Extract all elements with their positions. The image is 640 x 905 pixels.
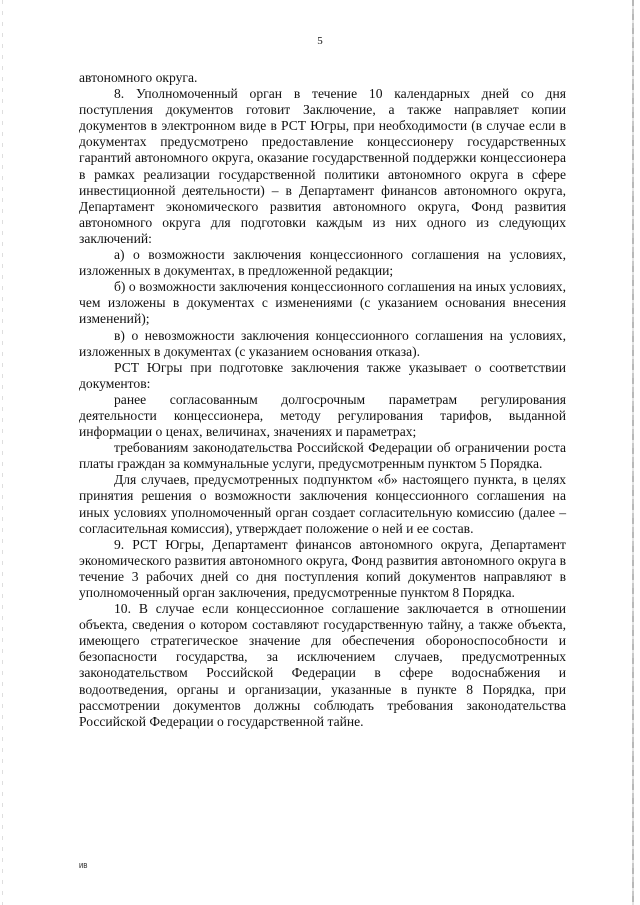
scan-left-edge xyxy=(2,0,3,905)
paragraph-continuation: автономного округа. xyxy=(79,70,198,85)
paragraph-subitem-b: б) о возможности заключения концессионного соглашения на иных условиях, чем изложены в документах с изменениями (с указанием основания внесения изменений); xyxy=(79,279,566,327)
paragraph-rst-conformity: РСТ Югры при подготовке заключения также указывает о соответствии документов: xyxy=(79,359,566,391)
paragraph-subitem-v: в) о невозможности заключения концессионного соглашения на условиях, изложенных в документах (с указанием основания отказа). xyxy=(79,327,566,359)
paragraph-item-10: 10. В случае если концессионное соглашение заключается в отношении объекта, сведения о котором составляют государственную тайну, а также объекта, имеющего стратегическое значение для обеспечения обороноспособности и безопасности государства, за исключением случаев, предусмотренных законодательством Российской Федерации в сфере водоснабжения и водоотведения, органы и организации, указанные в пункте 8 Порядка, при рассмотрении документов должны соблюдать требования законодательства Российской Федерации о государственной тайне. xyxy=(79,601,566,729)
footer-mark: ИВ xyxy=(79,862,88,870)
paragraph-item-8: 8. Уполномоченный орган в течение 10 календарных дней со дня поступления документов готовит Заключение, а также направляет копии документов в электронном виде в РСТ Югры, при необходимости (в случае если в документах предусмотрено предоставление концессионеру государственных гарантий автономного округа, оказание государственной поддержки концессионера в рамках реализации государственной политики автономного округа в сфере инвестиционной деятельности) – в Департамент финансов автономного округа, Департамент экономического развития автономного округа, Фонд развития автономного округа для подготовки каждым из них одного из следующих заключений: xyxy=(79,86,566,246)
paragraph-subitem-a: а) о возможности заключения концессионного соглашения на условиях, изложенных в документах, в предложенной редакции; xyxy=(79,247,566,279)
paragraph-item-9: 9. РСТ Югры, Департамент финансов автономного округа, Департамент экономического развития автономного округа, Фонд развития автономного округа в течение 3 рабочих дней со дня поступления копий документов направляют в уполномоченный орган заключения, предусмотренные пунктом 8 Порядка. xyxy=(79,536,566,600)
paragraph-conformity-1: ранее согласованным долгосрочным параметрам регулирования деятельности концессионера, методу регулирования тарифов, выданной информации о ценах, величинах, значениях и параметрах; xyxy=(79,391,566,440)
scan-right-edge xyxy=(632,0,634,905)
page-number: 5 xyxy=(317,35,323,47)
document-body xyxy=(79,70,566,730)
paragraph-conformity-2: требованиям законодательства Российской Федерации об ограничении роста платы граждан за коммунальные услуги, предусмотренным пунктом 5 Порядка. xyxy=(79,440,566,472)
paragraph-commission: Для случаев, предусмотренных подпунктом «б» настоящего пункта, в целях принятия решения о возможности заключения концессионного соглашения на иных условиях уполномоченный орган создает согласительную комиссию (далее – согласительная комиссия), утверждает положение о ней и ее состав. xyxy=(79,472,566,536)
